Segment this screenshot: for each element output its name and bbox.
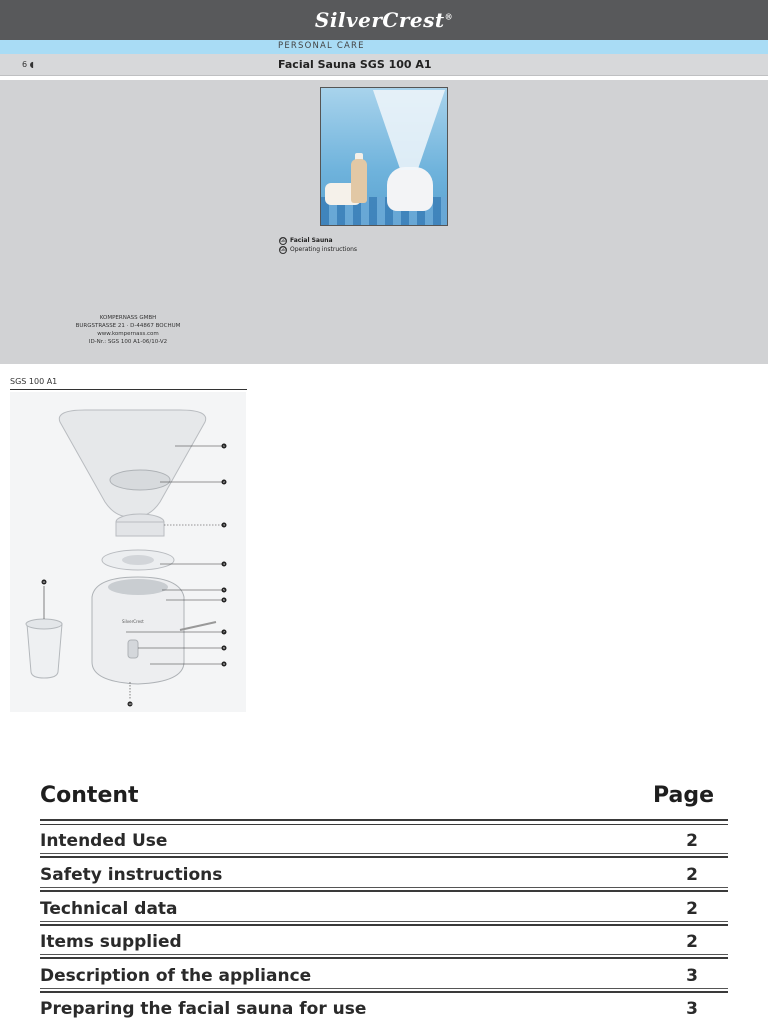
callout-number-10: 10 xyxy=(128,703,132,706)
language-list xyxy=(279,236,357,254)
brand-header xyxy=(0,0,768,40)
toc-entry-title: Preparing the facial sauna for use xyxy=(40,999,367,1019)
toc-entry-page: 2 xyxy=(686,865,698,885)
company-id: ID-Nr.: SGS 100 A1-06/10-V2 xyxy=(88,339,168,345)
toc-entry-page: 3 xyxy=(686,999,698,1019)
toc-entry-title: Description of the appliance xyxy=(40,966,312,986)
toc-entry-title: Intended Use xyxy=(40,831,168,851)
model-rule xyxy=(10,389,247,390)
toc-entry-page: 2 xyxy=(686,899,698,919)
language-flag-icon: GB xyxy=(280,246,286,252)
company-web: www.kompernass.com xyxy=(97,331,159,337)
callout-number-3: 3 xyxy=(223,523,225,527)
callout-number-9: 9 xyxy=(223,662,225,666)
language-flag-icon: GB xyxy=(280,237,286,243)
brand-logo xyxy=(0,8,768,32)
photo-sauna-base xyxy=(387,167,433,211)
model-label: SGS 100 A1 xyxy=(10,377,58,386)
toc-entry-title: Technical data xyxy=(40,899,178,919)
page-marker: 6 ◖ xyxy=(22,60,34,69)
toc-rule xyxy=(40,924,728,926)
callout-number-2: 2 xyxy=(223,480,225,484)
product-photo xyxy=(320,87,448,226)
toc-entry-page: 2 xyxy=(686,831,698,851)
measuring-cup-rim xyxy=(26,619,62,629)
contents-title: Content xyxy=(40,783,139,808)
toc-rule-thin xyxy=(40,887,728,888)
seal-ring-hole xyxy=(122,555,154,565)
toc-row[interactable] xyxy=(40,862,728,892)
contents-header xyxy=(40,783,728,819)
exploded-diagram xyxy=(10,392,246,712)
toc-row[interactable] xyxy=(40,996,728,1024)
language-title: Facial Sauna xyxy=(290,237,333,244)
callout-number-11: 11 xyxy=(42,581,46,584)
toc-rule-thin xyxy=(40,921,728,922)
toc-entry-title: Items supplied xyxy=(40,932,182,952)
photo-sauna-mask xyxy=(373,90,445,170)
exploded-diagram-svg xyxy=(10,392,246,712)
toc-rule xyxy=(40,957,728,959)
callout-number-7: 7 xyxy=(223,630,225,634)
contents-header-rule-thin xyxy=(40,824,728,825)
toc-rule-thin xyxy=(40,988,728,989)
product-title: Facial Sauna SGS 100 A1 xyxy=(278,58,432,71)
company-block xyxy=(0,314,256,346)
company-name: KOMPERNASS GMBH xyxy=(99,315,157,321)
brand-name: SilverCrest xyxy=(314,8,445,32)
title-bar xyxy=(0,54,768,76)
toc-row[interactable] xyxy=(40,896,728,926)
language-line-title xyxy=(279,236,357,245)
toc-rule-thin xyxy=(40,954,728,955)
callout-number-4: 4 xyxy=(223,562,225,566)
heating-chamber-part xyxy=(108,579,168,595)
toc-rule xyxy=(40,991,728,993)
toc-entry-page: 3 xyxy=(686,966,698,986)
language-subtitle: Operating instructions xyxy=(290,246,358,253)
toc-row[interactable] xyxy=(40,963,728,993)
power-switch-part xyxy=(128,640,138,658)
cover-body xyxy=(0,80,768,364)
aroma-insert-part xyxy=(110,470,170,490)
toc-rule xyxy=(40,856,728,858)
toc-rule xyxy=(40,890,728,892)
callout-number-6: 6 xyxy=(223,598,225,602)
toc-rule-thin xyxy=(40,853,728,854)
toc-row[interactable] xyxy=(40,828,728,858)
callout-number-8: 8 xyxy=(223,646,225,650)
toc-entry-page: 2 xyxy=(686,932,698,952)
toc-row[interactable] xyxy=(40,929,728,959)
measuring-cup-part xyxy=(27,624,62,678)
contents-page-label: Page xyxy=(652,783,714,808)
toc-entry-title: Safety instructions xyxy=(40,865,223,885)
category-label: PERSONAL CARE xyxy=(278,41,365,51)
device-brand-label: SilverCrest xyxy=(122,619,144,624)
registered-mark: ® xyxy=(444,11,454,22)
category-bar xyxy=(0,40,768,54)
connector-neck-part xyxy=(116,522,164,536)
photo-bottle xyxy=(351,159,367,203)
language-line-subtitle xyxy=(279,245,357,254)
company-address: BURGSTRASSE 21 · D-44867 BOCHUM xyxy=(75,323,181,329)
callout-number-5: 5 xyxy=(223,588,225,592)
contents-header-rule xyxy=(40,819,728,821)
callout-number-1: 1 xyxy=(223,444,225,448)
